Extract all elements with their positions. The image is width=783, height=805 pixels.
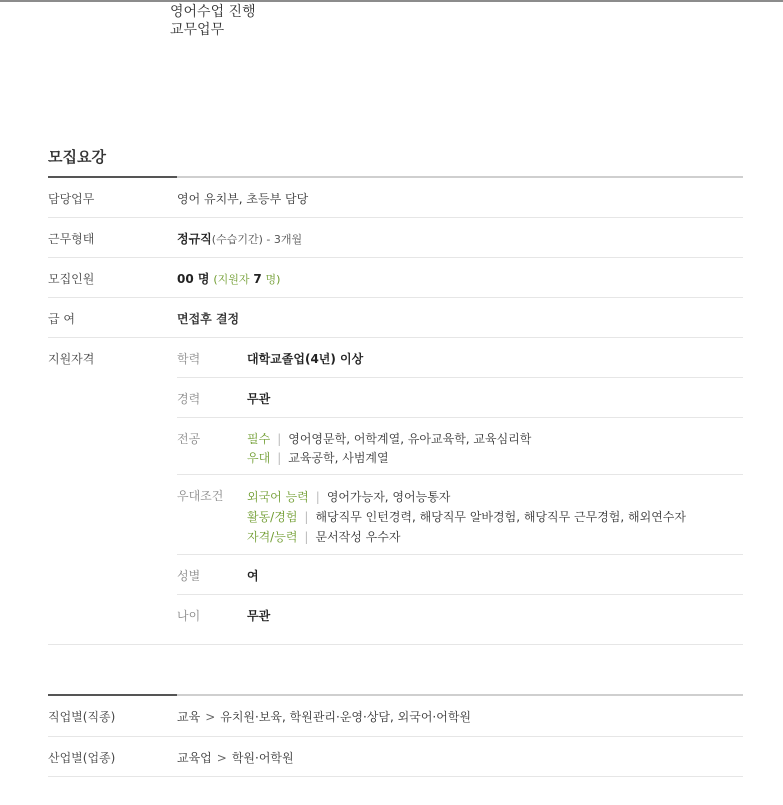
major-label: 전공 bbox=[177, 432, 201, 446]
pref-cert-value: 문서작성 우수자 bbox=[315, 530, 401, 544]
qual-age bbox=[177, 595, 743, 644]
major-required bbox=[247, 430, 531, 449]
salary-value: 면접후 결정 bbox=[177, 312, 240, 326]
major-required-value: 영어영문학, 어학계열, 유아교육학, 교육심리학 bbox=[288, 432, 532, 446]
age-value: 무관 bbox=[247, 609, 271, 623]
experience-label: 경력 bbox=[177, 392, 201, 406]
qual-gender bbox=[177, 555, 743, 595]
pref-activity bbox=[247, 507, 686, 527]
major-preferred bbox=[247, 449, 531, 468]
major-preferred-value: 교육공학, 사범계열 bbox=[288, 451, 389, 465]
industry-category-items[interactable]: 학원·어학원 bbox=[231, 751, 294, 765]
intro-line-2: 교무업무 bbox=[170, 22, 225, 38]
row-headcount bbox=[48, 258, 743, 298]
top-border bbox=[0, 0, 783, 2]
pref-cert bbox=[247, 527, 686, 547]
qualification-label: 지원자격 bbox=[48, 352, 95, 366]
applicants-suffix: 명) bbox=[265, 273, 281, 286]
duty-value: 영어 유치부, 초등부 담당 bbox=[177, 192, 309, 206]
separator: | bbox=[277, 451, 282, 465]
qual-major bbox=[177, 418, 743, 475]
preference-value bbox=[247, 487, 686, 547]
qual-education bbox=[177, 338, 743, 378]
major-preferred-tag: 우대 bbox=[247, 451, 271, 465]
major-value bbox=[247, 430, 531, 468]
pref-activity-value: 해당직무 인턴경력, 해당직무 알바경험, 해당직무 근무경험, 해외연수자 bbox=[315, 510, 686, 524]
education-label: 학력 bbox=[177, 352, 201, 366]
employment-value bbox=[177, 230, 302, 247]
industry-category-value bbox=[177, 749, 294, 766]
qual-preference bbox=[177, 475, 743, 555]
intro-text bbox=[170, 3, 256, 39]
preference-label: 우대조건 bbox=[177, 489, 224, 503]
employment-type: 정규직 bbox=[177, 232, 212, 246]
separator: | bbox=[304, 530, 309, 544]
qual-experience bbox=[177, 378, 743, 418]
headcount-count: 00 명 bbox=[177, 272, 210, 286]
industry-category-root[interactable]: 교육업 bbox=[177, 751, 212, 765]
pref-activity-tag: 활동/경험 bbox=[247, 510, 298, 524]
chevron-right-icon: > bbox=[205, 710, 216, 724]
row-salary bbox=[48, 298, 743, 338]
row-job-category bbox=[48, 696, 743, 737]
intro-line-1: 영어수업 진행 bbox=[170, 4, 256, 20]
industry-category-label: 산업별(업종) bbox=[48, 751, 116, 765]
employment-detail: (수습기간) - 3개월 bbox=[211, 233, 303, 246]
education-value: 대학교졸업(4년) 이상 bbox=[247, 352, 364, 366]
job-category-label: 직업별(직종) bbox=[48, 710, 116, 724]
applicants-prefix: (지원자 bbox=[213, 273, 250, 286]
pref-language bbox=[247, 487, 686, 507]
gender-value: 여 bbox=[247, 569, 259, 583]
chevron-right-icon: > bbox=[216, 751, 227, 765]
section-title: 모집요강 bbox=[48, 148, 106, 166]
headcount-label: 모집인원 bbox=[48, 272, 95, 286]
salary-label: 급 여 bbox=[48, 312, 75, 326]
job-category-root[interactable]: 교육 bbox=[177, 710, 201, 724]
row-industry-category bbox=[48, 737, 743, 777]
duty-label: 담당업무 bbox=[48, 192, 95, 206]
separator: | bbox=[304, 510, 309, 524]
row-qualification bbox=[48, 338, 743, 645]
job-category-value bbox=[177, 708, 471, 725]
major-required-tag: 필수 bbox=[247, 432, 271, 446]
row-duty bbox=[48, 178, 743, 218]
applicants-count[interactable]: 7 bbox=[253, 272, 262, 286]
employment-label: 근무형태 bbox=[48, 232, 95, 246]
pref-language-value: 영어가능자, 영어능통자 bbox=[326, 490, 451, 504]
pref-cert-tag: 자격/능력 bbox=[247, 530, 298, 544]
separator: | bbox=[277, 432, 282, 446]
gender-label: 성별 bbox=[177, 569, 201, 583]
headcount-value bbox=[177, 270, 280, 287]
pref-language-tag: 외국어 능력 bbox=[247, 490, 309, 504]
job-category-items[interactable]: 유치원·보육, 학원관리·운영·상담, 외국어·어학원 bbox=[220, 710, 472, 724]
separator: | bbox=[315, 490, 320, 504]
row-employment bbox=[48, 218, 743, 258]
experience-value: 무관 bbox=[247, 392, 271, 406]
age-label: 나이 bbox=[177, 609, 201, 623]
